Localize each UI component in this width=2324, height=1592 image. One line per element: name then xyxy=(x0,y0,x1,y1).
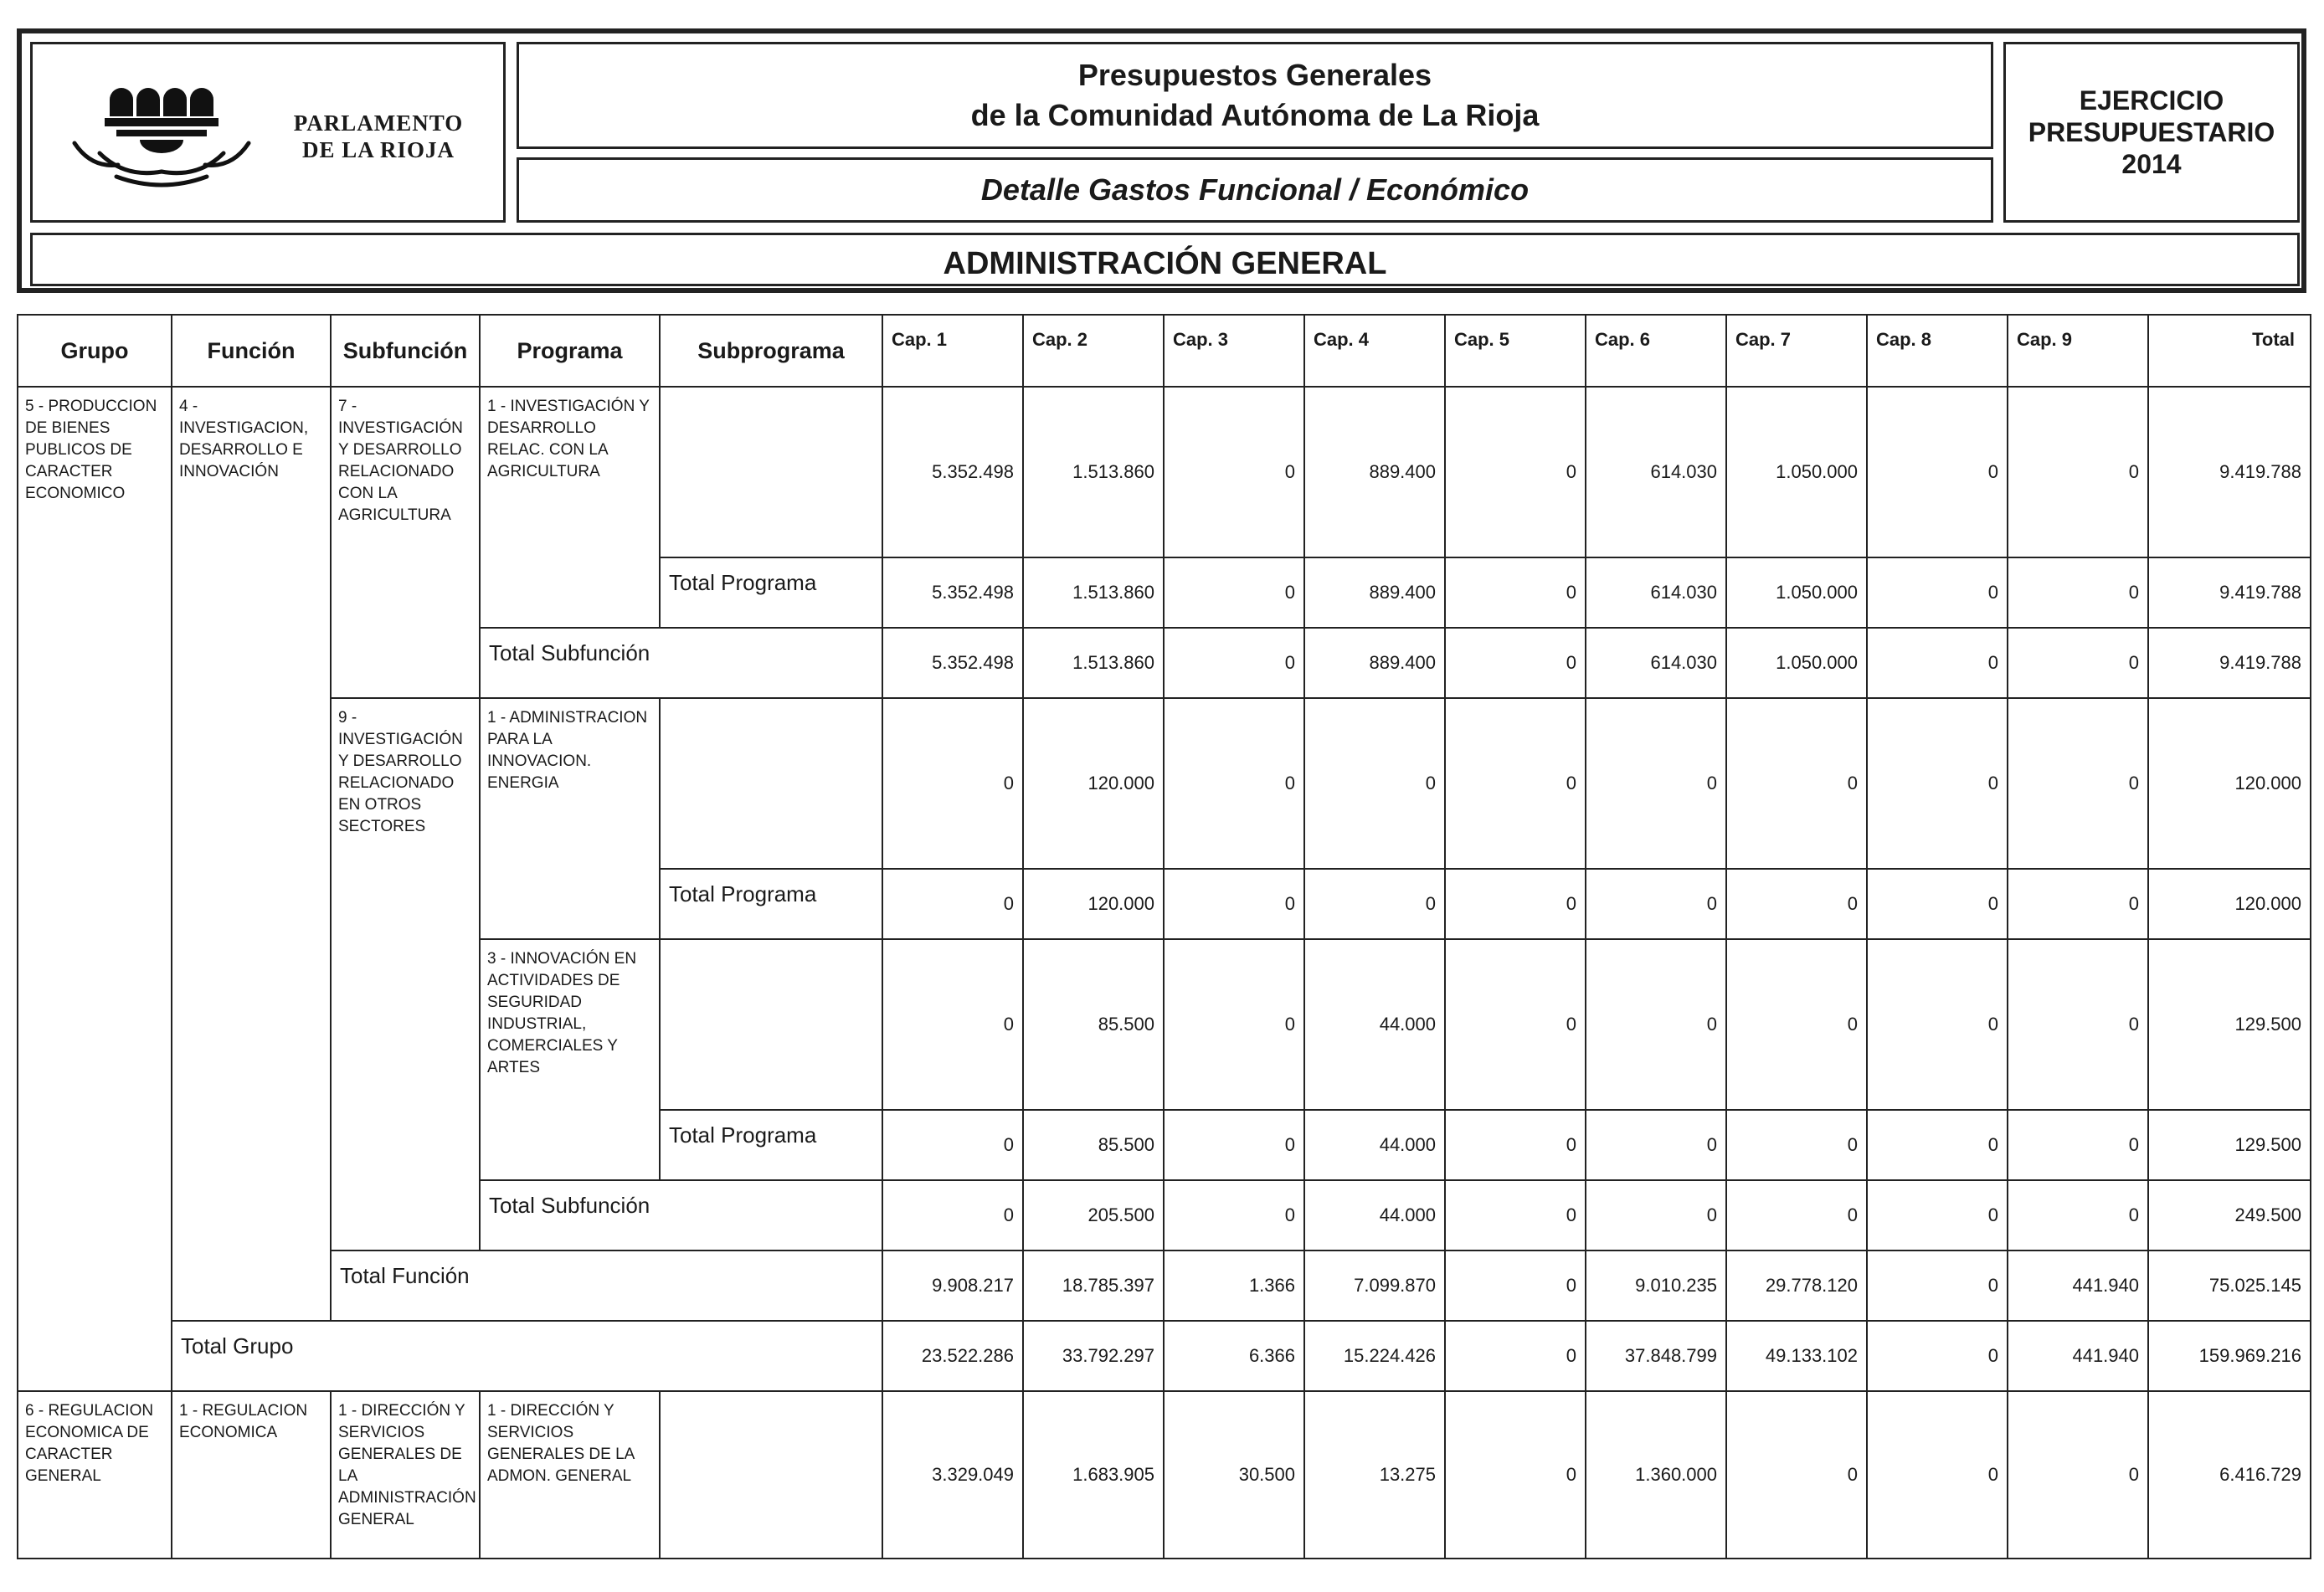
amount-cap8: 0 xyxy=(1867,1250,2008,1321)
document-header xyxy=(17,28,2306,293)
amount-cap5: 0 xyxy=(1445,1391,1586,1559)
amount-cap7: 0 xyxy=(1726,869,1867,939)
amount-cap2: 1.683.905 xyxy=(1023,1391,1164,1559)
amount-cap7: 0 xyxy=(1726,1391,1867,1559)
amount-cap3: 0 xyxy=(1164,628,1304,698)
table-row xyxy=(18,698,2311,869)
amount-cap1: 0 xyxy=(882,869,1023,939)
amount-cap6: 0 xyxy=(1586,1180,1726,1250)
amount-cap8: 0 xyxy=(1867,387,2008,557)
amount-total: 120.000 xyxy=(2148,869,2311,939)
amount-total: 75.025.145 xyxy=(2148,1250,2311,1321)
amount-cap4: 44.000 xyxy=(1304,1110,1445,1180)
logo-box xyxy=(30,42,506,223)
amount-cap5: 0 xyxy=(1445,628,1586,698)
funcion-cell: 4 - INVESTIGACION, DESARROLLO E INNOVACIÓN xyxy=(172,387,331,1321)
subprograma-cell xyxy=(660,939,882,1110)
col-header-subfuncion: Subfunción xyxy=(331,315,480,387)
col-header-grupo: Grupo xyxy=(18,315,172,387)
detail-title: Detalle Gastos Funcional / Económico xyxy=(517,157,1993,223)
col-header-funcion: Función xyxy=(172,315,331,387)
amount-cap8: 0 xyxy=(1867,1110,2008,1180)
amount-cap9: 0 xyxy=(2008,387,2148,557)
logo-text xyxy=(265,110,491,163)
amount-cap8: 0 xyxy=(1867,557,2008,628)
amount-total: 120.000 xyxy=(2148,698,2311,869)
amount-total: 159.969.216 xyxy=(2148,1321,2311,1391)
amount-cap7: 1.050.000 xyxy=(1726,557,1867,628)
amount-cap5: 0 xyxy=(1445,1180,1586,1250)
amount-cap6: 614.030 xyxy=(1586,387,1726,557)
amount-cap6: 0 xyxy=(1586,869,1726,939)
amount-cap3: 0 xyxy=(1164,387,1304,557)
amount-cap4: 7.099.870 xyxy=(1304,1250,1445,1321)
amount-cap8: 0 xyxy=(1867,939,2008,1110)
section-title: ADMINISTRACIÓN GENERAL xyxy=(30,233,2300,286)
ejercicio-box xyxy=(2003,42,2300,223)
amount-cap8: 0 xyxy=(1867,1391,2008,1559)
amount-cap6: 614.030 xyxy=(1586,557,1726,628)
amount-cap1: 5.352.498 xyxy=(882,628,1023,698)
subprograma-cell xyxy=(660,698,882,869)
col-header-cap2: Cap. 2 xyxy=(1023,315,1164,387)
amount-cap3: 1.366 xyxy=(1164,1250,1304,1321)
amount-cap7: 0 xyxy=(1726,698,1867,869)
programa-cell: 3 - INNOVACIÓN EN ACTIVIDADES DE SEGURIDAD INDUSTRIAL, COMERCIALES Y ARTES xyxy=(480,939,660,1180)
amount-cap4: 13.275 xyxy=(1304,1391,1445,1559)
funcion-cell: 1 - REGULACION ECONOMICA xyxy=(172,1391,331,1559)
amount-cap6: 1.360.000 xyxy=(1586,1391,1726,1559)
amount-cap5: 0 xyxy=(1445,557,1586,628)
title-line-2: de la Comunidad Autónoma de La Rioja xyxy=(970,98,1540,132)
amount-cap6: 0 xyxy=(1586,698,1726,869)
amount-cap1: 23.522.286 xyxy=(882,1321,1023,1391)
col-header-cap9: Cap. 9 xyxy=(2008,315,2148,387)
amount-cap3: 0 xyxy=(1164,1110,1304,1180)
amount-total: 249.500 xyxy=(2148,1180,2311,1250)
amount-cap4: 889.400 xyxy=(1304,628,1445,698)
logo-line-1: PARLAMENTO xyxy=(293,110,464,136)
col-header-cap1: Cap. 1 xyxy=(882,315,1023,387)
amount-cap1: 0 xyxy=(882,698,1023,869)
col-header-cap5: Cap. 5 xyxy=(1445,315,1586,387)
amount-cap7: 1.050.000 xyxy=(1726,628,1867,698)
table-row xyxy=(18,387,2311,557)
amount-cap4: 889.400 xyxy=(1304,557,1445,628)
amount-cap9: 441.940 xyxy=(2008,1250,2148,1321)
amount-cap1: 9.908.217 xyxy=(882,1250,1023,1321)
programa-cell: 1 - INVESTIGACIÓN Y DESARROLLO RELAC. CON LA AGRICULTURA xyxy=(480,387,660,628)
amount-cap1: 5.352.498 xyxy=(882,387,1023,557)
amount-cap1: 3.329.049 xyxy=(882,1391,1023,1559)
amount-cap8: 0 xyxy=(1867,628,2008,698)
amount-cap6: 9.010.235 xyxy=(1586,1250,1726,1321)
amount-total: 9.419.788 xyxy=(2148,387,2311,557)
amount-cap5: 0 xyxy=(1445,1110,1586,1180)
amount-total: 9.419.788 xyxy=(2148,557,2311,628)
amount-cap1: 5.352.498 xyxy=(882,557,1023,628)
amount-cap3: 6.366 xyxy=(1164,1321,1304,1391)
amount-cap2: 33.792.297 xyxy=(1023,1321,1164,1391)
col-header-cap8: Cap. 8 xyxy=(1867,315,2008,387)
amount-cap6: 614.030 xyxy=(1586,628,1726,698)
total-grupo-label: Total Grupo xyxy=(172,1321,882,1391)
table-row xyxy=(18,1391,2311,1559)
amount-cap4: 0 xyxy=(1304,698,1445,869)
amount-cap5: 0 xyxy=(1445,387,1586,557)
table-header-row xyxy=(18,315,2311,387)
amount-cap3: 30.500 xyxy=(1164,1391,1304,1559)
total-funcion-label: Total Función xyxy=(331,1250,882,1321)
total-subfuncion-label: Total Subfunción xyxy=(480,628,882,698)
amount-cap1: 0 xyxy=(882,1180,1023,1250)
grupo-cell: 6 - REGULACION ECONOMICA DE CARACTER GENERAL xyxy=(18,1391,172,1559)
amount-cap1: 0 xyxy=(882,1110,1023,1180)
amount-cap4: 15.224.426 xyxy=(1304,1321,1445,1391)
amount-cap7: 49.133.102 xyxy=(1726,1321,1867,1391)
amount-cap8: 0 xyxy=(1867,698,2008,869)
amount-cap3: 0 xyxy=(1164,1180,1304,1250)
amount-cap5: 0 xyxy=(1445,1321,1586,1391)
logo-line-2: DE LA RIOJA xyxy=(301,137,455,162)
amount-cap3: 0 xyxy=(1164,939,1304,1110)
amount-cap1: 0 xyxy=(882,939,1023,1110)
budget-table xyxy=(17,314,2311,1559)
amount-cap9: 0 xyxy=(2008,628,2148,698)
amount-cap2: 85.500 xyxy=(1023,1110,1164,1180)
amount-cap9: 441.940 xyxy=(2008,1321,2148,1391)
amount-cap2: 18.785.397 xyxy=(1023,1250,1164,1321)
col-header-subprograma: Subprograma xyxy=(660,315,882,387)
col-header-programa: Programa xyxy=(480,315,660,387)
subfuncion-cell: 1 - DIRECCIÓN Y SERVICIOS GENERALES DE LA ADMINISTRACIÓN GENERAL xyxy=(331,1391,480,1559)
amount-cap6: 0 xyxy=(1586,1110,1726,1180)
ejercicio-line-2: PRESUPUESTARIO xyxy=(2028,117,2275,147)
amount-cap4: 889.400 xyxy=(1304,387,1445,557)
amount-total: 9.419.788 xyxy=(2148,628,2311,698)
amount-cap5: 0 xyxy=(1445,1250,1586,1321)
col-header-cap6: Cap. 6 xyxy=(1586,315,1726,387)
amount-cap2: 120.000 xyxy=(1023,869,1164,939)
amount-cap9: 0 xyxy=(2008,939,2148,1110)
subfuncion-cell: 9 - INVESTIGACIÓN Y DESARROLLO RELACIONADO EN OTROS SECTORES xyxy=(331,698,480,1250)
amount-cap5: 0 xyxy=(1445,869,1586,939)
amount-total: 6.416.729 xyxy=(2148,1391,2311,1559)
col-header-cap7: Cap. 7 xyxy=(1726,315,1867,387)
programa-cell: 1 - DIRECCIÓN Y SERVICIOS GENERALES DE LA ADMON. GENERAL xyxy=(480,1391,660,1559)
grupo-cell: 5 - PRODUCCION DE BIENES PUBLICOS DE CARACTER ECONOMICO xyxy=(18,387,172,1391)
amount-cap7: 0 xyxy=(1726,939,1867,1110)
amount-cap2: 1.513.860 xyxy=(1023,387,1164,557)
amount-cap9: 0 xyxy=(2008,1110,2148,1180)
total-subfuncion-label: Total Subfunción xyxy=(480,1180,882,1250)
amount-cap9: 0 xyxy=(2008,698,2148,869)
amount-cap3: 0 xyxy=(1164,869,1304,939)
amount-cap7: 0 xyxy=(1726,1180,1867,1250)
amount-cap7: 1.050.000 xyxy=(1726,387,1867,557)
subprograma-cell xyxy=(660,387,882,557)
subprograma-cell xyxy=(660,1391,882,1559)
amount-cap2: 85.500 xyxy=(1023,939,1164,1110)
total-programa-label: Total Programa xyxy=(660,1110,882,1180)
subfuncion-cell: 7 - INVESTIGACIÓN Y DESARROLLO RELACIONADO CON LA AGRICULTURA xyxy=(331,387,480,698)
col-header-total: Total xyxy=(2148,315,2311,387)
title-line-1: Presupuestos Generales xyxy=(1077,58,1432,92)
col-header-cap4: Cap. 4 xyxy=(1304,315,1445,387)
title-box xyxy=(517,42,1993,149)
amount-cap9: 0 xyxy=(2008,557,2148,628)
ejercicio-year: 2014 xyxy=(2121,149,2182,179)
amount-cap8: 0 xyxy=(1867,1180,2008,1250)
amount-cap9: 0 xyxy=(2008,1180,2148,1250)
amount-cap2: 120.000 xyxy=(1023,698,1164,869)
amount-cap9: 0 xyxy=(2008,869,2148,939)
parliament-logo-icon xyxy=(66,69,259,195)
amount-cap5: 0 xyxy=(1445,939,1586,1110)
table-row xyxy=(18,1250,2311,1321)
amount-cap7: 29.778.120 xyxy=(1726,1250,1867,1321)
amount-total: 129.500 xyxy=(2148,939,2311,1110)
amount-cap8: 0 xyxy=(1867,869,2008,939)
amount-cap2: 1.513.860 xyxy=(1023,557,1164,628)
amount-cap8: 0 xyxy=(1867,1321,2008,1391)
amount-cap3: 0 xyxy=(1164,557,1304,628)
amount-cap9: 0 xyxy=(2008,1391,2148,1559)
table-row xyxy=(18,1321,2311,1391)
amount-cap2: 205.500 xyxy=(1023,1180,1164,1250)
amount-cap4: 44.000 xyxy=(1304,939,1445,1110)
amount-cap3: 0 xyxy=(1164,698,1304,869)
amount-cap4: 44.000 xyxy=(1304,1180,1445,1250)
amount-cap6: 37.848.799 xyxy=(1586,1321,1726,1391)
col-header-cap3: Cap. 3 xyxy=(1164,315,1304,387)
amount-cap4: 0 xyxy=(1304,869,1445,939)
programa-cell: 1 - ADMINISTRACION PARA LA INNOVACION. ENERGIA xyxy=(480,698,660,939)
total-programa-label: Total Programa xyxy=(660,557,882,628)
ejercicio-line-1: EJERCICIO xyxy=(2079,85,2224,116)
amount-total: 129.500 xyxy=(2148,1110,2311,1180)
amount-cap5: 0 xyxy=(1445,698,1586,869)
amount-cap7: 0 xyxy=(1726,1110,1867,1180)
amount-cap6: 0 xyxy=(1586,939,1726,1110)
amount-cap2: 1.513.860 xyxy=(1023,628,1164,698)
total-programa-label: Total Programa xyxy=(660,869,882,939)
